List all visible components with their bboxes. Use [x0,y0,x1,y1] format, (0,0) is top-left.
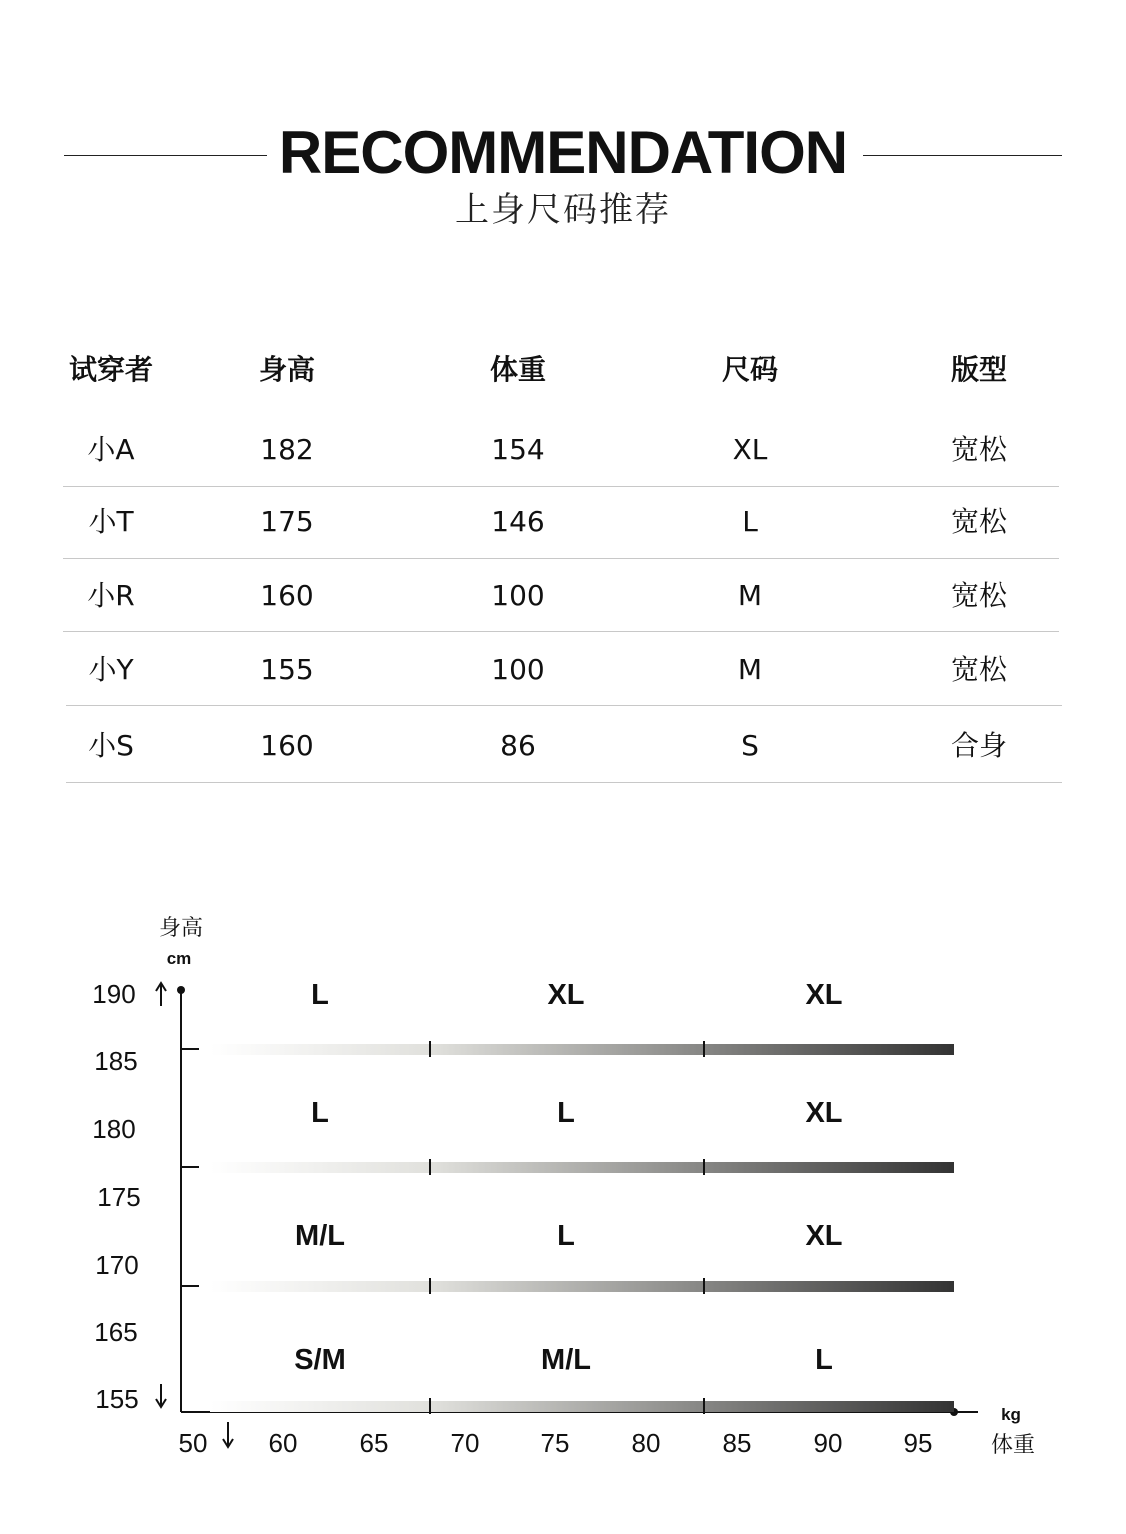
y-tick-label: 190 [92,979,136,1009]
size-band [210,1044,954,1055]
x-tick-label: 65 [359,1428,389,1458]
cell-tester: 小S [88,729,134,762]
y-tick-label: 185 [94,1046,138,1076]
size-cell-label: L [557,1097,575,1129]
size-cell-label: M/L [541,1344,591,1376]
col-header-tester: 试穿者 [68,353,153,386]
row-divider [66,782,1062,783]
size-cell-label: M/L [295,1220,345,1252]
x-tick-label: 60 [268,1428,298,1458]
arrow-up-icon [156,983,166,1006]
cell-weight: 100 [491,579,545,612]
size-cell-label: XL [805,979,843,1011]
page-subtitle: 上身尺码推荐 [455,190,671,230]
x-tick-label: 75 [540,1428,570,1458]
cell-size: S [741,729,759,762]
cell-height: 155 [260,653,314,686]
x-tick-label: 85 [722,1428,752,1458]
size-cell-label: XL [547,979,585,1011]
x-tick-label: 50 [178,1428,208,1458]
row-divider [63,486,1059,487]
size-cell-label: L [311,979,329,1011]
y-tick-label: 165 [94,1317,138,1347]
y-axis-origin-dot [177,986,185,994]
y-tick-label: 180 [92,1114,136,1144]
cell-fit: 宽松 [950,433,1007,466]
size-chart [0,890,1126,1490]
cell-tester: 小Y [88,653,134,686]
cell-height: 160 [260,729,314,762]
row-divider [63,631,1059,632]
x-tick-label: 80 [631,1428,661,1458]
size-band [210,1401,954,1412]
col-header-fit: 版型 [950,353,1007,386]
y-tick-label: 175 [97,1182,141,1212]
x-tick-label: 95 [903,1428,933,1458]
cell-weight: 100 [491,653,545,686]
size-cell-label: L [815,1344,833,1376]
cell-weight: 86 [500,729,536,762]
cell-fit: 宽松 [950,653,1007,686]
size-band [210,1162,954,1173]
y-axis-unit: cm [166,949,192,968]
cell-tester: 小A [87,433,135,466]
size-cell-label: XL [805,1220,843,1252]
size-cell-label: S/M [294,1344,346,1376]
size-cell-label: L [557,1220,575,1252]
cell-size: M [737,579,763,612]
arrow-down-icon [156,1384,166,1407]
x-tick-label: 70 [450,1428,480,1458]
col-header-height: 身高 [258,353,315,386]
size-band [210,1281,954,1292]
size-cell-label: XL [805,1097,843,1129]
row-divider [63,558,1059,559]
col-header-weight: 体重 [489,353,546,386]
cell-height: 182 [260,433,314,466]
cell-size: XL [732,433,768,466]
cell-weight: 146 [491,505,545,538]
x-tick-label: 90 [813,1428,843,1458]
y-axis-title: 身高 [158,915,204,940]
col-header-size: 尺码 [721,353,778,386]
row-divider [66,705,1062,706]
x-axis-unit: kg [1001,1405,1021,1424]
arrow-down-icon [223,1422,233,1447]
cell-weight: 154 [491,433,545,466]
y-tick-label: 155 [95,1384,139,1414]
cell-fit: 宽松 [950,505,1007,538]
cell-size: M [737,653,763,686]
cell-fit: 合身 [950,729,1007,762]
cell-height: 160 [260,579,314,612]
size-cell-label: L [311,1097,329,1129]
cell-height: 175 [260,505,314,538]
cell-tester: 小T [88,505,134,538]
x-axis-title: 体重 [990,1432,1036,1457]
cell-tester: 小R [87,579,135,612]
cell-fit: 宽松 [950,579,1007,612]
y-tick-label: 170 [95,1250,139,1280]
page-title: RECOMMENDATION [278,119,848,186]
cell-size: L [742,505,758,538]
